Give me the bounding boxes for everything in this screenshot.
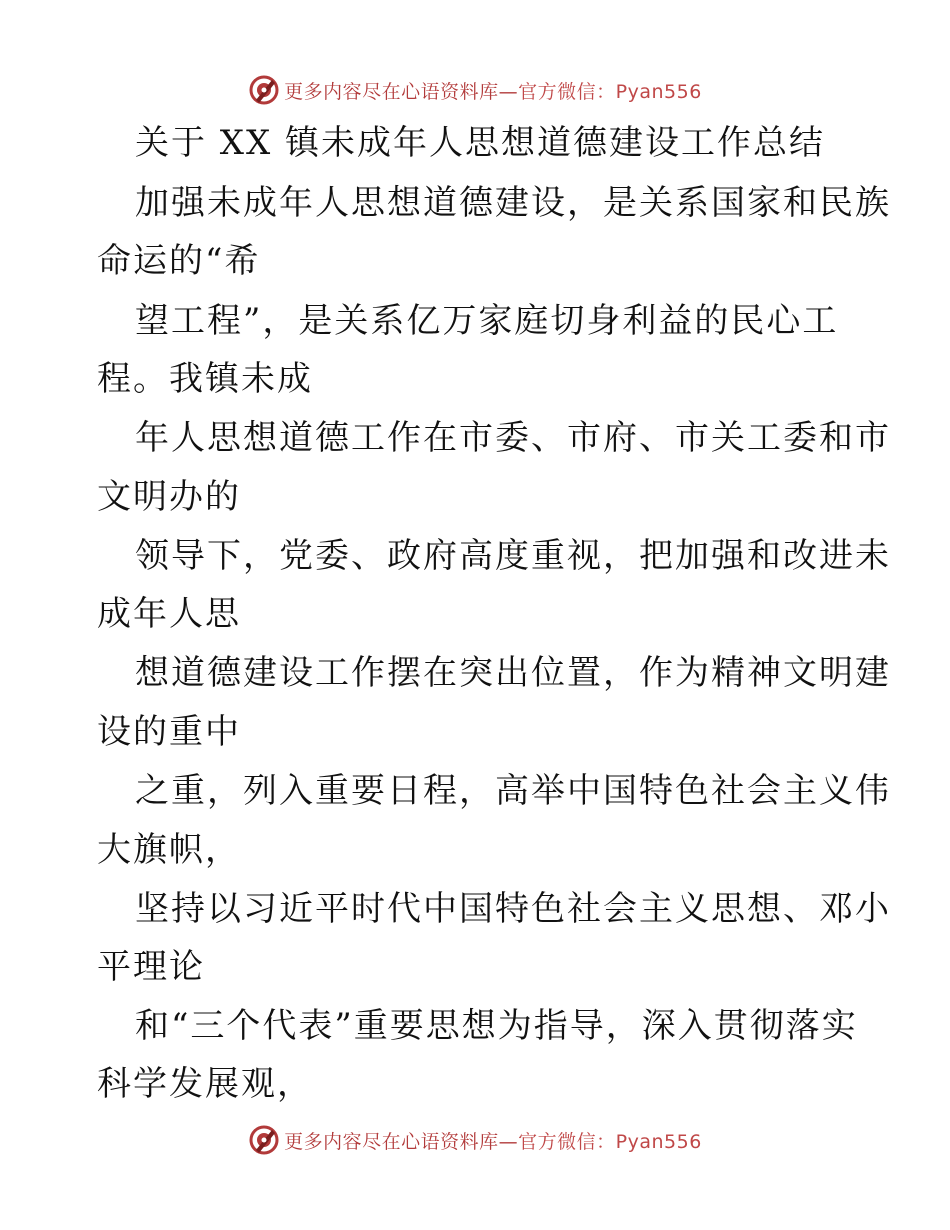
text-line: 命运的“希 <box>97 241 261 281</box>
text-line: 设的重中 <box>97 712 241 752</box>
watermark-text <box>284 77 702 104</box>
text-line: 坚持以习近平时代中国特色社会主义思想、邓小 <box>135 889 891 929</box>
document-title: 关于 XX 镇未成年人思想道德建设工作总结 <box>135 123 826 163</box>
text-line: 想道德建设工作摆在突出位置，作为精神文明建 <box>135 653 891 693</box>
text-line: 望工程”，是关系亿万家庭切身利益的民心工 <box>135 301 839 341</box>
watermark-brand: 更多内容尽在心语资料库 <box>284 80 499 103</box>
watermark-text <box>284 1127 702 1154</box>
pen-logo-icon <box>248 74 280 106</box>
text-line: 领导下，党委、政府高度重视，把加强和改进未 <box>135 536 891 576</box>
text-line: 程。我镇未成 <box>97 359 313 399</box>
text-line: 大旗帜， <box>97 830 241 870</box>
footer-watermark <box>0 1120 950 1160</box>
watermark-brand: 更多内容尽在心语资料库 <box>284 1130 499 1153</box>
text-line: 成年人思 <box>97 594 241 634</box>
pen-logo-icon <box>248 1124 280 1156</box>
text-line: 和“三个代表”重要思想为指导，深入贯彻落实 <box>135 1006 858 1046</box>
text-line: 文明办的 <box>97 477 241 517</box>
text-line: 年人思想道德工作在市委、市府、市关工委和市 <box>135 418 891 458</box>
watermark-separator: — <box>498 80 519 103</box>
text-line: 平理论 <box>97 947 205 987</box>
watermark-separator: — <box>498 1130 519 1153</box>
watermark-wechat: 官方微信：Pyan556 <box>518 1130 702 1153</box>
text-line: 之重，列入重要日程，高举中国特色社会主义伟 <box>135 771 891 811</box>
watermark-wechat: 官方微信：Pyan556 <box>518 80 702 103</box>
header-watermark <box>0 70 950 110</box>
text-line: 科学发展观， <box>97 1064 313 1104</box>
text-line: 加强未成年人思想道德建设，是关系国家和民族 <box>135 183 891 223</box>
